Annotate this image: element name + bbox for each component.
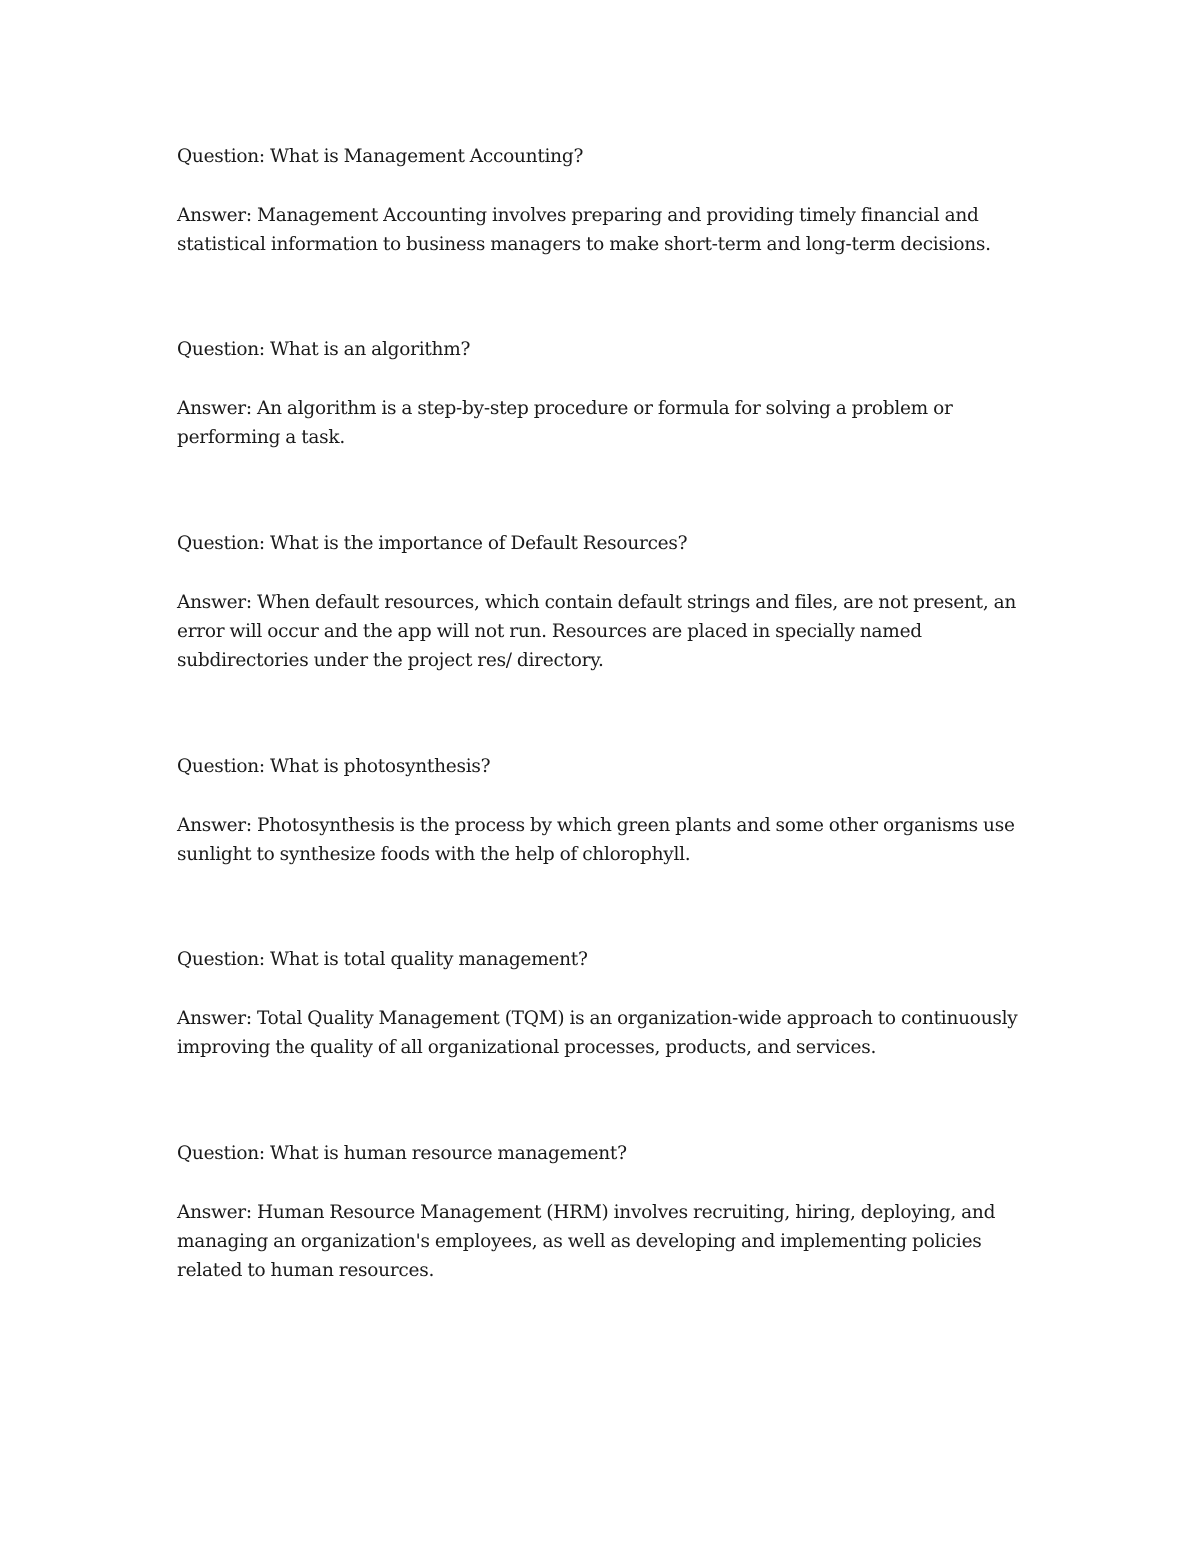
answer-text: Answer: Photosynthesis is the process by which green plants and some other organisms use sunlight to synthesize foods with the help of chlorophyll. <box>177 815 1015 865</box>
qa-item <box>177 142 1037 259</box>
question-text: Question: What is human resource management? <box>177 1143 627 1164</box>
qa-item <box>177 335 1037 452</box>
question-text: Question: What is an algorithm? <box>177 339 471 360</box>
question-text: Question: What is Management Accounting? <box>177 146 584 167</box>
qa-item <box>177 752 1037 869</box>
answer-text: Answer: Human Resource Management (HRM) involves recruiting, hiring, deploying, and managing an organization's employees, as well as developing and implementing policies related to human resources. <box>177 1202 996 1281</box>
qa-item <box>177 529 1037 675</box>
question-text: Question: What is the importance of Default Resources? <box>177 533 688 554</box>
question-text: Question: What is photosynthesis? <box>177 756 491 777</box>
answer-text: Answer: When default resources, which contain default strings and files, are not present, an error will occur and the app will not run. Resources are placed in specially named subdirectories under the project res/ directory. <box>177 592 1017 671</box>
answer-text: Answer: An algorithm is a step-by-step procedure or formula for solving a problem or performing a task. <box>177 398 953 448</box>
qa-item <box>177 1139 1037 1285</box>
question-text: Question: What is total quality management? <box>177 949 588 970</box>
answer-text: Answer: Total Quality Management (TQM) is an organization-wide approach to continuously improving the quality of all organizational processes, products, and services. <box>177 1008 1018 1058</box>
answer-text: Answer: Management Accounting involves preparing and providing timely financial and statistical information to business managers to make short-term and long-term decisions. <box>177 205 991 255</box>
qa-item <box>177 945 1037 1062</box>
